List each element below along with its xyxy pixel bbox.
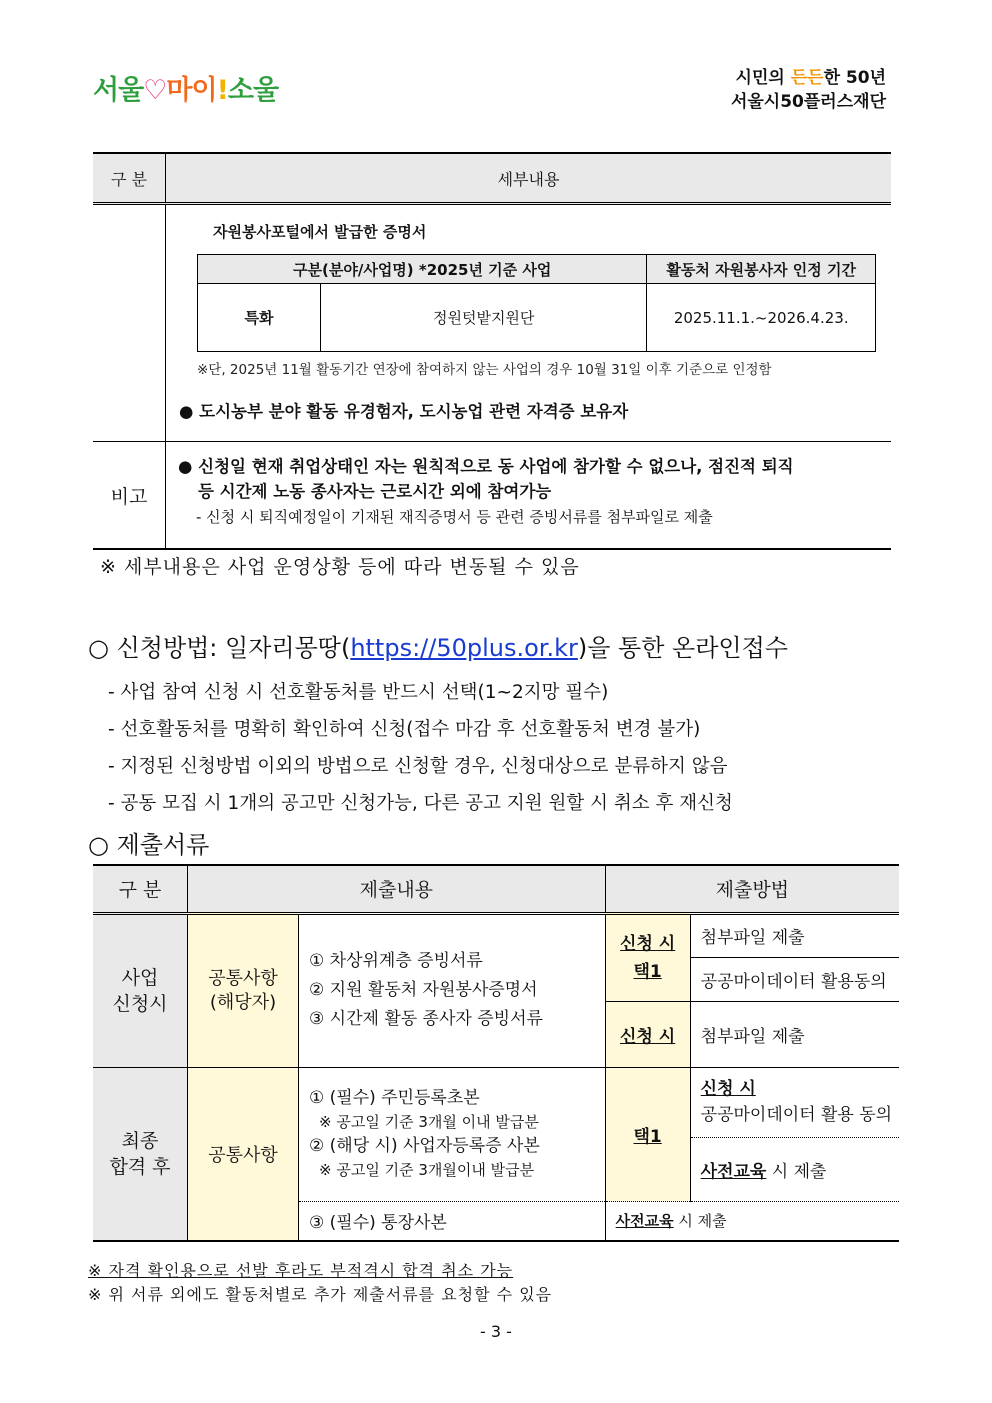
docs-note-2: ※ 위 서류 외에도 활동처별로 추가 제출서류를 요청할 수 있음 [88, 1285, 553, 1304]
row-apply-label-2: 신청시 [112, 992, 168, 1015]
final-method-opt1-title: 신청 시 [700, 1079, 756, 1099]
apply-item-1: - 사업 참여 신청 시 선호활동처를 반드시 선택(1~2지망 필수) [108, 682, 609, 703]
row-apply-sub-2: (해당자) [209, 991, 277, 1013]
table1-note: ※ 세부내용은 사업 운영상황 등에 따라 변동될 수 있음 [100, 556, 580, 578]
apply-method-b-opt: 첨부파일 제출 [690, 1001, 899, 1067]
remark-cell [166, 442, 892, 550]
remark-label: 비고 [93, 442, 166, 550]
remark-line2: 등 시간제 노동 종사자는 근로시간 외에 참여가능 [198, 482, 552, 501]
final-method [605, 1067, 690, 1201]
bullet-experience: ● 도시농부 분야 활동 유경험자, 도시농업 관련 자격증 보유자 [179, 402, 629, 421]
bullet-experience-text: 도시농부 분야 활동 유경험자, 도시농업 관련 자격증 보유자 [199, 402, 629, 421]
final-method-opt2 [690, 1137, 899, 1201]
remark-line1-text: 신청일 현재 취업상태인 자는 원칙적으로 동 사업에 참가할 수 없으나, 점진적 퇴직 [198, 457, 794, 476]
final-method-label: 택1 [633, 1126, 662, 1147]
apply-heading-prefix: ○ 신청방법: 일자리몽땅( [88, 634, 351, 662]
final-doc-3-method-text: 시 제출 [673, 1212, 727, 1231]
row-final-label-1: 최종 [121, 1129, 159, 1152]
apply-heading [88, 628, 788, 663]
final-method-opt2-text: 시 제출 [766, 1161, 827, 1182]
apply-doc-1: ① 차상위계층 증빙서류 [309, 951, 483, 971]
heart-icon: ♡ [143, 75, 167, 106]
docs-note-1: ※ 자격 확인용으로 선발 후라도 부적격시 합격 취소 가능 [88, 1261, 514, 1280]
page-number: - 3 - [480, 1322, 512, 1341]
apply-method-a-1: 신청 시 [620, 933, 676, 954]
row-final-label-2: 합격 후 [109, 1155, 171, 1178]
logo-exclaim: ! [216, 75, 228, 106]
logo-text-my: 마이 [166, 75, 217, 106]
detail-table [93, 152, 891, 550]
apply-heading-suffix: )을 통한 온라인접수 [577, 634, 788, 662]
apply-doc-3: ③ 시간제 활동 종사자 증빙서류 [309, 1009, 543, 1029]
final-doc-2-note: ※ 공고일 기준 3개월이내 발급분 [319, 1161, 535, 1179]
logo [93, 68, 278, 107]
inner-cell-project: 정원텃밭지원단 [321, 284, 647, 352]
inner-header-project: 구분(분야/사업명) *2025년 기준 사업 [198, 255, 647, 284]
row-apply-sub-1: 공통사항 [208, 967, 278, 989]
final-doc-2: ② (해당 시) 사업자등록증 사본 [309, 1136, 540, 1156]
apply-link[interactable]: https://50plus.or.kr [350, 634, 578, 662]
recognition-table [197, 254, 876, 352]
apply-method-opt2: 공공마이데이터 활용동의 [690, 957, 899, 1001]
docs-col-method: 제출방법 [605, 865, 899, 913]
category-cell-empty [93, 204, 166, 442]
logo-text-soul: 소울 [227, 75, 279, 106]
recognition-note: ※단, 2025년 11월 활동기간 연장에 참여하지 않는 사업의 경우 10월 31일 이후 기준으로 인정함 [197, 362, 772, 378]
inner-cell-category: 특화 [198, 284, 321, 352]
slogan [731, 66, 886, 114]
row-final-items [299, 1067, 606, 1201]
remark-sub: - 신청 시 퇴직예정일이 기재된 재직증명서 등 관련 증빙서류를 첨부파일로 제출 [196, 508, 713, 526]
final-method-opt1 [690, 1067, 899, 1137]
apply-method-a-2: 택1 [633, 961, 662, 982]
apply-item-3: - 지정된 신청방법 이외의 방법으로 신청할 경우, 신청대상으로 분류하지 않음 [108, 756, 728, 777]
row-apply-sub [188, 913, 299, 1067]
docs-col-category: 구 분 [93, 865, 188, 913]
row-apply-label-1: 사업 [121, 966, 159, 989]
apply-item-2: - 선호활동처를 명확히 확인하여 신청(접수 마감 후 선호활동처 변경 불가) [108, 719, 701, 740]
logo-text-seoul: 서울 [93, 75, 144, 106]
apply-method-b [605, 1001, 690, 1067]
apply-method-b-label: 신청 시 [620, 1026, 676, 1047]
slogan-highlight: 든든 [790, 68, 824, 88]
docs-col-content: 제출내용 [188, 865, 606, 913]
inner-cell-period: 2025.11.1.~2026.4.23. [647, 284, 876, 352]
remark-line1: ● 신청일 현재 취업상태인 자는 원칙적으로 동 사업에 참가할 수 없으나, 점진적 퇴직 [178, 457, 794, 476]
slogan-text-end: 한 50년 [823, 68, 886, 88]
final-method-opt1-text: 공공마이데이터 활용 동의 [700, 1105, 893, 1125]
apply-item-4: - 공동 모집 시 1개의 공고만 신청가능, 다른 공고 지원 원할 시 취소 후 재신청 [108, 793, 733, 814]
row-final-label [93, 1067, 188, 1241]
cert-title: 자원봉사포털에서 발급한 증명서 [213, 223, 427, 241]
final-doc-1: ① (필수) 주민등록초본 [309, 1088, 480, 1108]
final-method-opt2-ul: 사전교육 [700, 1161, 767, 1182]
docs-heading: ○ 제출서류 [88, 831, 210, 859]
apply-method-a [605, 913, 690, 1001]
row-apply-items [299, 913, 606, 1067]
inner-header-period: 활동처 자원봉사자 인정 기간 [647, 255, 876, 284]
detail-cell [166, 204, 892, 442]
col-header-category: 구 분 [93, 153, 166, 204]
apply-doc-2: ② 지원 활동처 자원봉사증명서 [309, 980, 538, 1000]
row-apply-label [93, 913, 188, 1067]
final-doc-3-method-ul: 사전교육 [615, 1212, 674, 1231]
final-doc-3-method [605, 1201, 899, 1241]
row-final-sub: 공통사항 [188, 1067, 299, 1241]
foundation-name: 서울시50플러스재단 [730, 92, 886, 112]
final-doc-3: ③ (필수) 통장사본 [299, 1201, 606, 1241]
slogan-text: 시민의 [735, 68, 791, 88]
apply-method-opt1: 첨부파일 제출 [700, 928, 805, 948]
col-header-detail: 세부내용 [166, 153, 892, 204]
final-doc-1-note: ※ 공고일 기준 3개월 이내 발급분 [319, 1113, 539, 1131]
docs-table [93, 864, 899, 1242]
